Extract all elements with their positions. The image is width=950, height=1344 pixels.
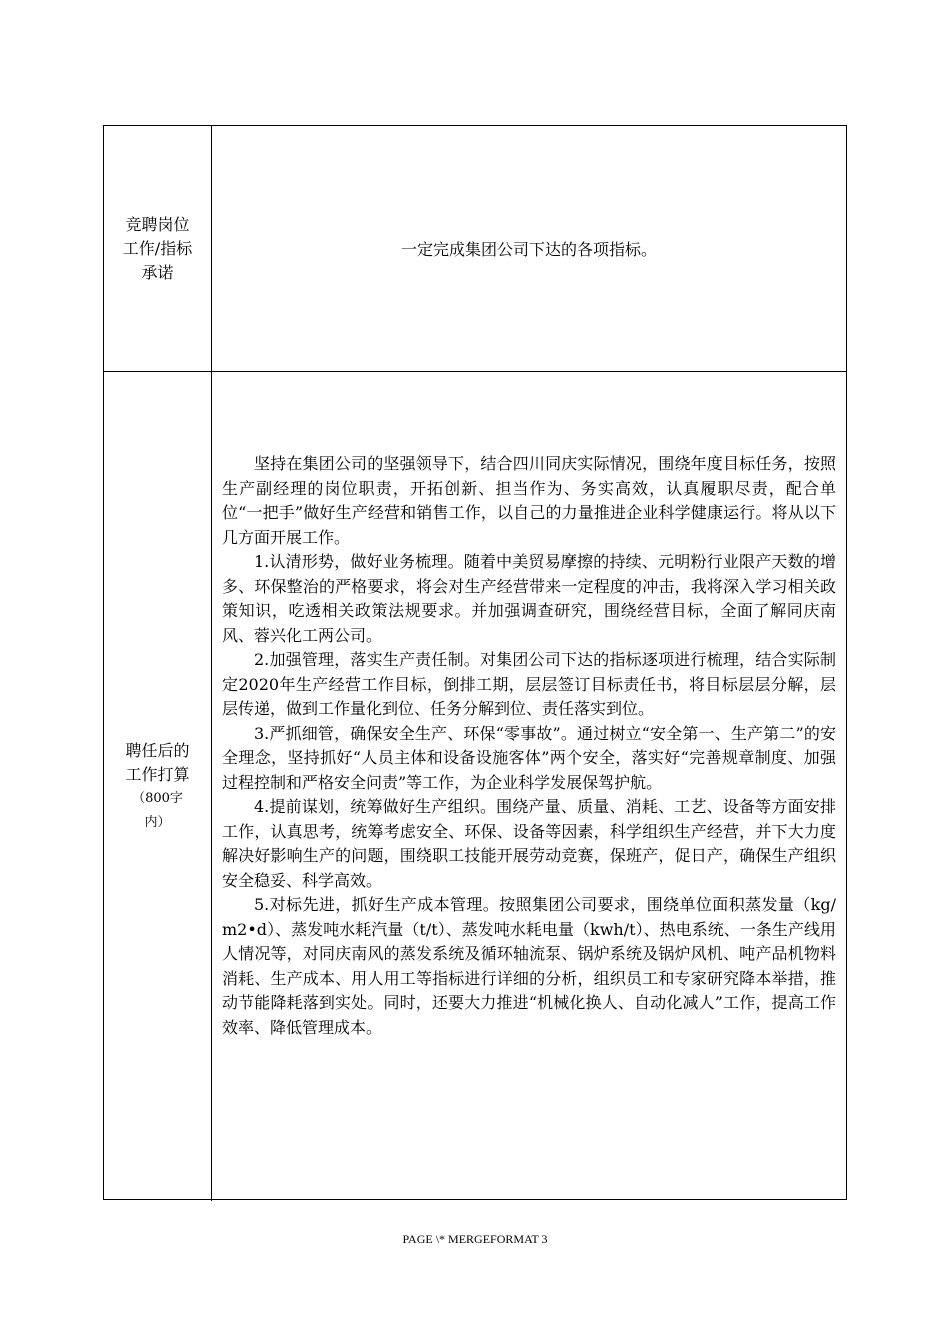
work-plan-content-cell (212, 372, 846, 1201)
work-plan-label-line: 聘任后的 (125, 740, 190, 760)
page-footer: PAGE \* MERGEFORMAT 3 (402, 1232, 548, 1246)
work-plan-label-cell (104, 372, 212, 1201)
commitment-label-line: 竞聘岗位 (125, 214, 190, 234)
commitment-row (104, 126, 846, 372)
work-plan-item-paragraph: 3.严抓细管，确保安全生产、环保“零事故”。通过树立“安全第一、生产第二”的安全理念，坚持抓好“人员主体和设备设施客体”两个安全，落实好“完善规章制度、加强过程控制和严格安全问责”等工作，为企业科学发展保驾护航。 (222, 723, 836, 792)
form-table (103, 125, 847, 1200)
work-plan-item-paragraph: 1.认清形势，做好业务梳理。随着中美贸易摩擦的持续、元明粉行业限产天数的增多、环保整治的严格要求，将会对生产经营带来一定程度的冲击，我将深入学习相关政策知识，吃透相关政策法规要求。并加强调查研究，围绕经营目标，全面了解同庆南风、蓉兴化工两公司。 (222, 552, 836, 645)
work-plan-label-line: 工作打算 (125, 764, 190, 784)
work-plan-intro-paragraph: 坚持在集团公司的坚强领导下，结合四川同庆实际情况，围绕年度目标任务，按照生产副经理的岗位职责，开拓创新、担当作为、务实高效，认真履职尽责，配合单位“一把手”做好生产经营和销售工作，以自己的力量推进企业科学健康运行。将从以下几方面开展工作。 (222, 454, 836, 547)
commitment-label-line: 承诺 (141, 262, 174, 282)
commitment-text: 一定完成集团公司下达的各项指标。 (400, 240, 657, 259)
commitment-label (112, 213, 204, 285)
work-plan-row (104, 372, 846, 1201)
commitment-label-line: 工作/指标 (122, 238, 193, 258)
commitment-content-cell (212, 126, 846, 371)
commitment-label-cell (104, 126, 212, 371)
word-limit-note: 内） (144, 814, 171, 830)
work-plan-item-paragraph: 4.提前谋划，统筹做好生产组织。围绕产量、质量、消耗、工艺、设备等方面安排工作，认真思考，统筹考虑安全、环保、设备等因素，科学组织生产经营，并下大力度解决好影响生产的问题，围绕职工技能开展劳动竞赛，保班产，促日产，确保生产组织安全稳妥、科学高效。 (222, 797, 836, 890)
work-plan-label (112, 739, 204, 835)
work-plan-item-paragraph: 2.加强管理，落实生产责任制。对集团公司下达的指标逐项进行梳理，结合实际制定2020年生产经营工作目标，倒排工期，层层签订目标责任书，将目标层层分解，层层传递，做到工作量化到位、任务分解到位、责任落实到位。 (222, 650, 836, 718)
work-plan-body (222, 452, 836, 1040)
work-plan-item-paragraph: 5.对标先进，抓好生产成本管理。按照集团公司要求，围绕单位面积蒸发量（kg/m2•d）、蒸发吨水耗汽量（t/t）、蒸发吨水耗电量（kwh/t）、热电系统、一条生产线用人情况等，对同庆南风的蒸发系统及循环轴流泵、锅炉系统及锅炉风机、吨产品机物料消耗、生产成本、用人用工等指标进行详细的分析，组织员工和专家研究降本举措，推动节能降耗落到实处。同时，还要大力推进“机械化换人、自动化减人”工作，提高工作效率、降低管理成本。 (222, 895, 836, 1037)
word-limit-note: （800字 (132, 790, 183, 806)
